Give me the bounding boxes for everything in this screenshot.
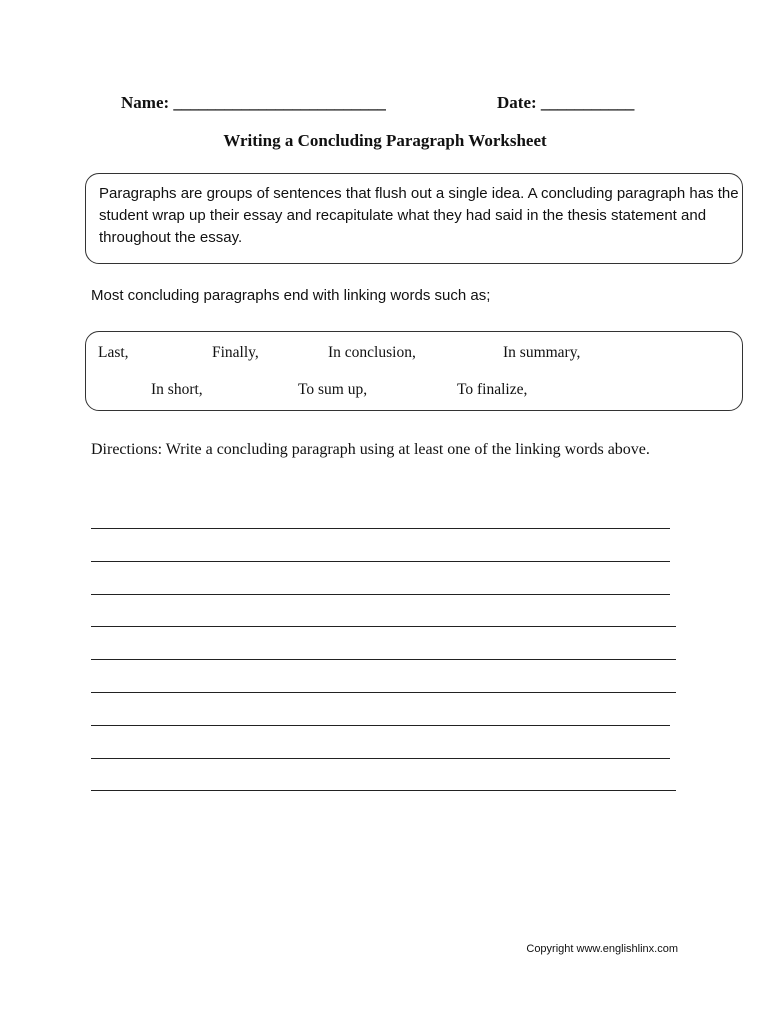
linking-word: In short,	[151, 381, 203, 398]
writing-line[interactable]	[91, 725, 670, 726]
linking-word: To finalize,	[457, 381, 528, 398]
writing-line[interactable]	[91, 659, 676, 660]
linking-words-intro: Most concluding paragraphs end with linking words such as;	[91, 287, 491, 304]
name-field-label: Name: _________________________	[121, 93, 386, 112]
writing-line[interactable]	[91, 594, 670, 595]
writing-line[interactable]	[91, 692, 676, 693]
linking-words-box	[85, 331, 743, 411]
writing-line[interactable]	[91, 561, 670, 562]
writing-line[interactable]	[91, 790, 676, 791]
writing-line[interactable]	[91, 758, 670, 759]
linking-word: Last,	[98, 344, 129, 361]
date-field-label: Date: ___________	[497, 93, 635, 112]
writing-line[interactable]	[91, 528, 670, 529]
linking-word: In conclusion,	[328, 344, 416, 361]
directions-text: Directions: Write a concluding paragraph using at least one of the linking words above.	[91, 441, 650, 458]
linking-word: To sum up,	[298, 381, 368, 398]
linking-word: In summary,	[503, 344, 581, 361]
linking-word: Finally,	[212, 344, 259, 361]
writing-line[interactable]	[91, 626, 676, 627]
intro-text: Paragraphs are groups of sentences that flush out a single idea. A concluding paragraph has the student wrap up their essay and recapitulate what they had said in the thesis statement and throughout the essay.	[99, 185, 739, 246]
intro-box	[85, 173, 743, 264]
copyright-notice: Copyright www.englishlinx.com	[526, 943, 678, 955]
worksheet-title: Writing a Concluding Paragraph Worksheet	[223, 131, 547, 150]
